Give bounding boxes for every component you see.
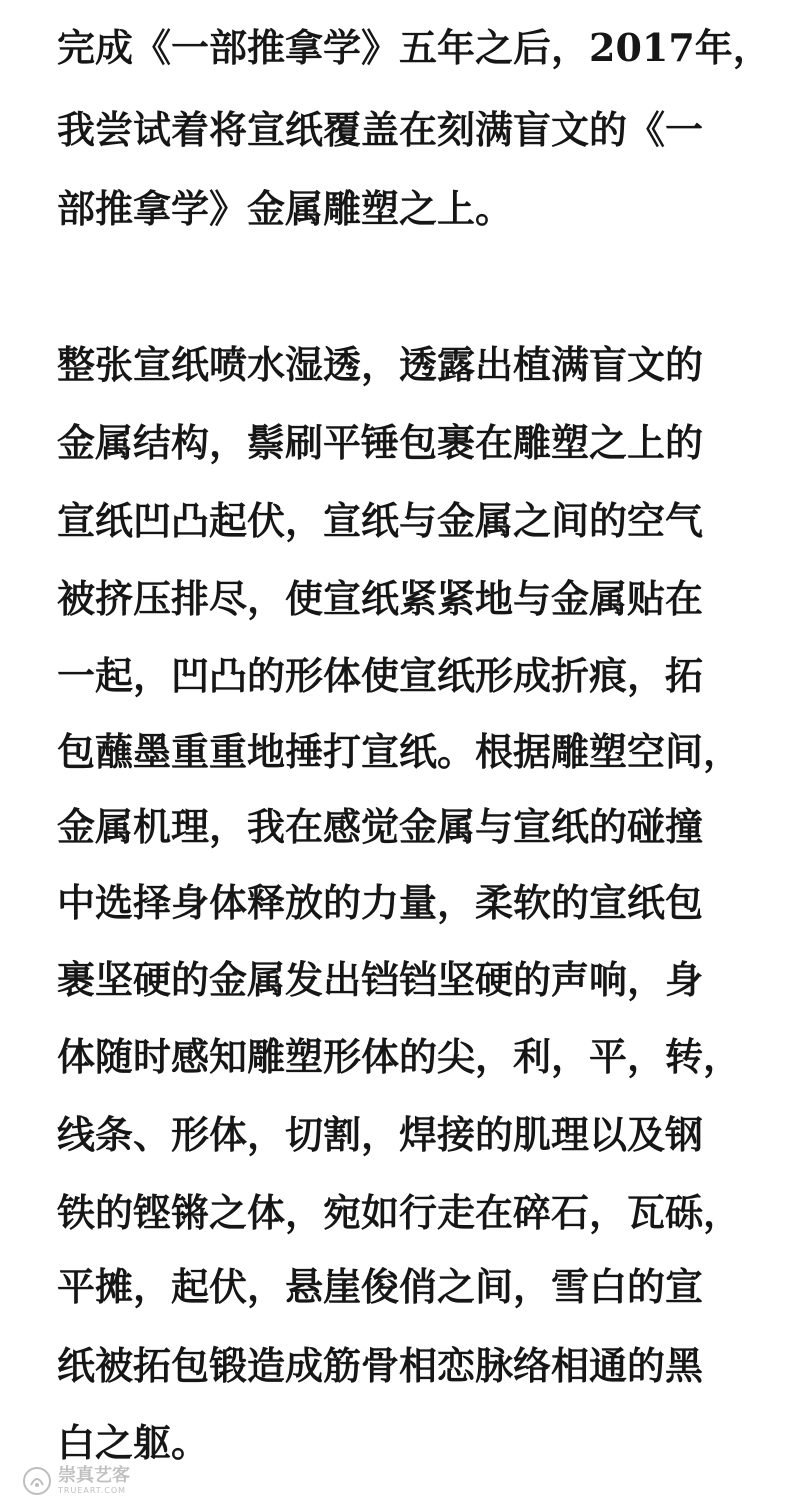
paragraph-2-line-12: 铁的铿锵之体，宛如行走在碎石，瓦砾， xyxy=(57,1190,742,1235)
paragraph-2-line-15: 白之躯。 xyxy=(57,1420,210,1465)
paragraph-2-line-4: 被挤压排尽，使宣纸紧紧地与金属贴在 xyxy=(57,576,704,621)
paragraph-2-line-6: 包蘸墨重重地捶打宣纸。根据雕塑空间， xyxy=(57,729,742,774)
watermark-text xyxy=(58,1466,130,1496)
watermark-name: 崇真艺客 xyxy=(58,1465,130,1486)
paragraph-2-line-2: 金属结构，鬃刷平锤包裹在雕塑之上的 xyxy=(57,420,704,465)
paragraph-1-line-3: 部推拿学》金属雕塑之上。 xyxy=(57,186,514,231)
paragraph-2-line-9: 裹坚硬的金属发出铛铛坚硬的声响，身 xyxy=(57,957,704,1002)
paragraph-1-line-1: 完成《一部推拿学》五年之后，2017年， xyxy=(57,25,771,70)
paragraph-2-line-1: 整张宣纸喷水湿透，透露出植满盲文的 xyxy=(57,342,704,387)
paragraph-2-line-14: 纸被拓包锻造成筋骨相恋脉络相通的黑 xyxy=(57,1343,704,1388)
watermark xyxy=(22,1463,130,1499)
paragraph-2-line-7: 金属机理，我在感觉金属与宣纸的碰撞 xyxy=(57,804,704,849)
paragraph-2-line-10: 体随时感知雕塑形体的尖，利，平，转， xyxy=(57,1034,742,1079)
paragraph-1-line-2: 我尝试着将宣纸覆盖在刻满盲文的《一 xyxy=(57,107,704,152)
paragraph-2-line-13: 平摊，起伏，悬崖俊俏之间，雪白的宣 xyxy=(57,1264,704,1309)
paragraph-2-line-3: 宣纸凹凸起伏，宣纸与金属之间的空气 xyxy=(57,498,704,543)
watermark-url: TRUEART.COM xyxy=(58,1486,127,1495)
paragraph-2-line-5: 一起，凹凸的形体使宣纸形成折痕，拓 xyxy=(57,653,704,698)
paragraph-2-line-8: 中选择身体释放的力量，柔软的宣纸包 xyxy=(57,880,704,925)
paragraph-2-line-11: 线条、形体，切割，焊接的肌理以及钢 xyxy=(57,1112,704,1157)
trueart-logo-icon xyxy=(22,1466,52,1496)
